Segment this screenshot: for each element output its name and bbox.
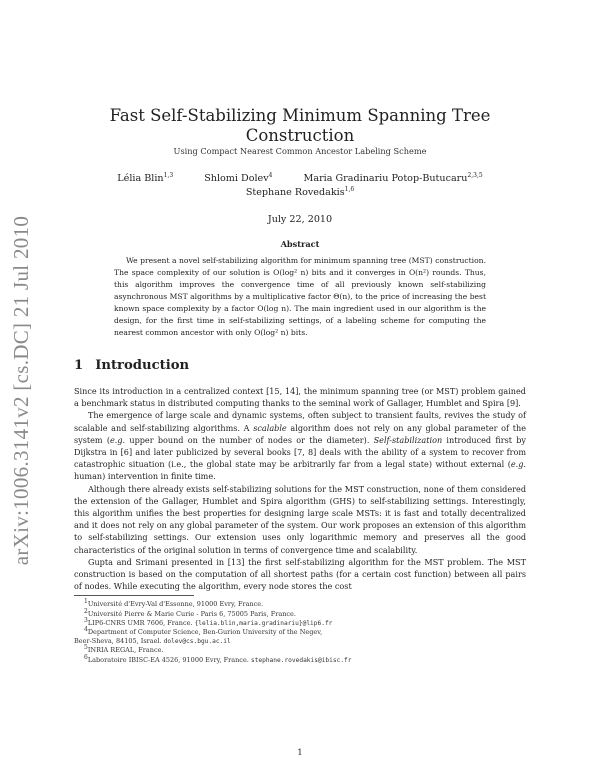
section-number: 1 [74, 358, 84, 373]
abstract-text: We present a novel self-stabilizing algorithm for minimum spanning tree (MST) construction. The space complexity of our solution is O(log² n) bits and it converges in O(n²) rounds. Thus, this algorithm improves the convergence time of all previously known self-stabilizing asynchronous MST algorithms by a multiplicative factor Θ(n), to the price of increasing the best known space complexity by a factor O(log n). The main ingredient used in our algorithm is the design, for the first time in self-stabilizing settings, of a labeling scheme for computing the nearest common ancestor with only O(log² n) bits. [114, 256, 486, 337]
footnote: $^1$Université d'Evry-Val d'Essonne, 91000 Evry, France. [84, 598, 264, 609]
footnote: $^4$Department of Computer Science, Ben-Gurion University of the Negev, [84, 625, 323, 637]
paragraph: Since its introduction in a centralized context [15, 14], the minimum spanning tree (or MST) problem gained a benchmark status in distributed computing thanks to the seminal work of Gallager, Humblet and Spira [9]. [74, 386, 526, 409]
footnote: $^3$LIP6-CNRS UMR 7606, France. {lelia.blin,maria.gradinariu}@lip6.fr [84, 616, 333, 627]
abstract-heading: Abstract [280, 239, 320, 249]
email: stephane.rovedakis@ibisc.fr [250, 656, 352, 664]
author: Lélia Blin$^{1,3}$ [117, 171, 174, 184]
author: Stephane Rovedakis$^{1,6}$ [245, 185, 355, 198]
footnote-rule [74, 595, 194, 596]
paper-subtitle: Using Compact Nearest Common Ancestor Labeling Scheme [173, 146, 427, 156]
paper-page [74, 106, 526, 665]
body-text [74, 385, 526, 592]
paragraph: The emergence of large scale and dynamic systems, often subject to transient faults, revives the study of scalable and self-stabilizing algorithms. A scalable algorithm does not rely on any global parameter of the system (e.g. upper bound on the number of nodes or the diameter). Self-stabilization introduced first by Dijkstra in [6] and later publicized by several books [7, 8] deals with the ability of a system to recover from catastrophic situation (i.e., the global state may be arbitrarily far from a legal state) without external (e.g. human) intervention in finite time. [74, 410, 527, 482]
footnote: $^6$Laboratoire IBISC-EA 4526, 91000 Evry, France. stephane.rovedakis@ibisc.fr [84, 653, 352, 664]
email: {lelia.blin,maria.gradinariu}@lip6.fr [194, 619, 333, 627]
section-title: Introduction [95, 358, 190, 373]
email: dolev@cs.bgu.ac.il [163, 638, 231, 646]
footnote: $^5$INRIA REGAL, France. [84, 644, 164, 655]
arxiv-identifier-text: arXiv:1006.3141v2 [cs.DC] 21 Jul 2010 [9, 215, 34, 565]
author: Shlomi Dolev$^4$ [204, 171, 273, 184]
footnote-continuation: Beer-Sheva, 84105, Israel. dolev@cs.bgu.ac.il [74, 637, 231, 646]
author: Maria Gradinariu Potop-Butucaru$^{2,3,5}$ [303, 171, 483, 184]
paragraph: Gupta and Srimani presented in [13] the first self-stabilizing algorithm for the MST problem. The MST construction is based on the computation of all shortest paths (for a certain cost function) between all pairs of nodes. While executing the algorithm, every node stores the cost [74, 556, 526, 592]
arxiv-identifier [4, 210, 40, 570]
paper-title: Fast Self-Stabilizing Minimum Spanning Tree Construction [109, 106, 491, 145]
paragraph: Although there already exists self-stabilizing solutions for the MST construction, none of them considered the extension of the Gallager, Humblet and Spira algorithm (GHS) to self-stabilizing settings. Interestingly, this algorithm unifies the best properties for designing large scale MSTs: it is fast and totally decentralized and it does not rely on any global parameter of the system. Our work proposes an extension of this algorithm to self-stabilizing settings. Our extension uses only logarithmic memory and preserves all the good characteristics of the original solution in terms of convergence time and scalability. [74, 483, 526, 555]
footnotes [74, 600, 526, 664]
page-number: 1 [297, 748, 303, 758]
paper-date: July 22, 2010 [267, 214, 333, 225]
section-heading [74, 358, 526, 373]
author-list [74, 172, 526, 200]
footnote: $^2$Université Pierre & Marie Curie - Paris 6, 75005 Paris, France. [84, 607, 296, 618]
